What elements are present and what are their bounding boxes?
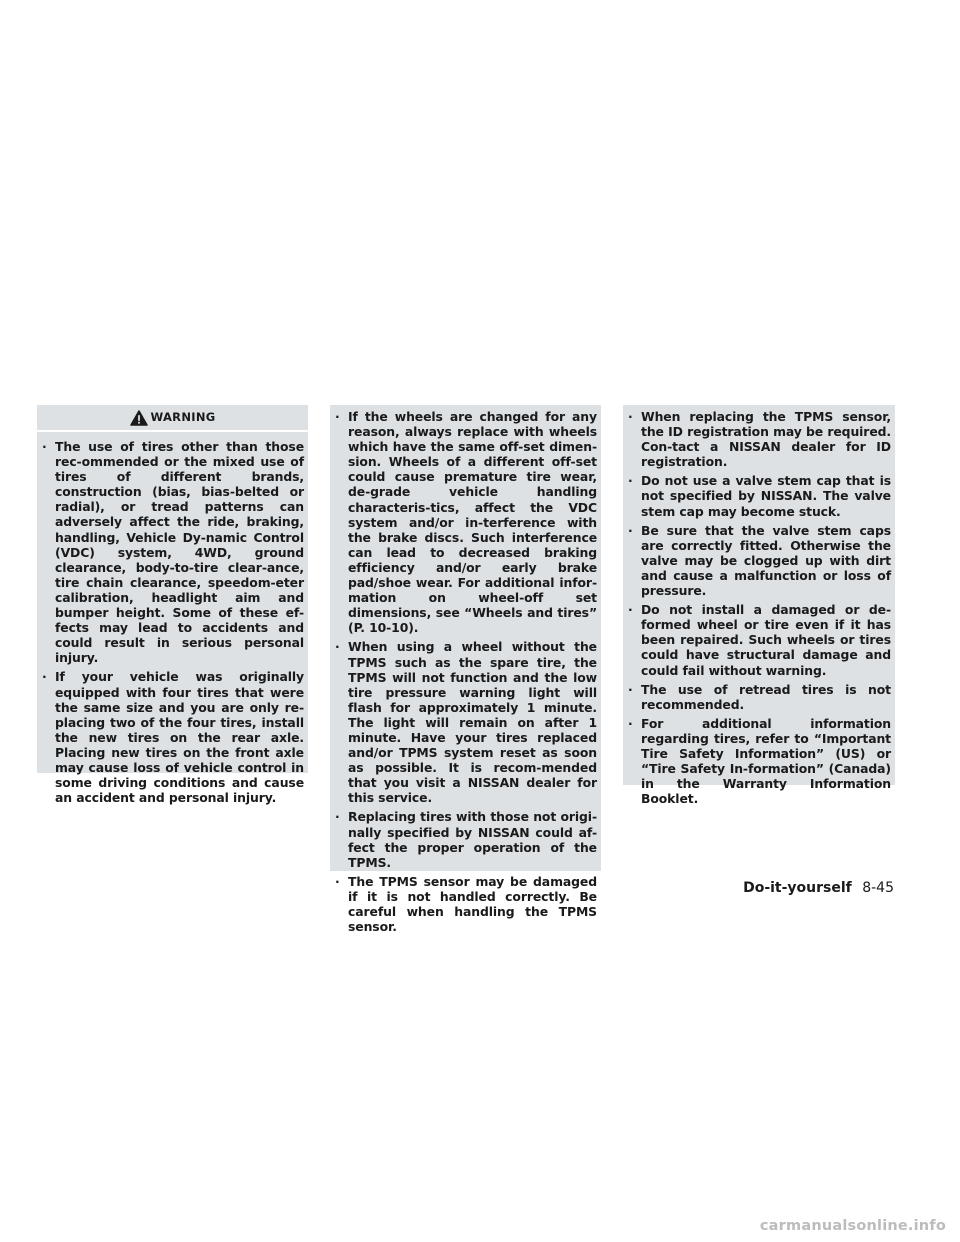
warning-box-column-3 bbox=[623, 405, 895, 807]
list-item: · Do not use a valve stem cap that is not specified by NISSAN. The valve stem cap may become stuck. bbox=[627, 473, 891, 518]
list-item: · Do not install a damaged or de-formed wheel or tire even if it has been repaired. Such wheels or tires could have structural damage and could fail without warning. bbox=[627, 602, 891, 677]
list-item: · The use of retread tires is not recommended. bbox=[627, 682, 891, 712]
list-item: · If the wheels are changed for any reason, always replace with wheels which have the same off-set dimen-sion. Wheels of a different off-set could cause premature tire wear, de-grade vehicle handling characteris-tics, affect the VDC system and/or in-terference with the brake discs. Such interference can lead to decreased braking efficiency and/or early brake pad/shoe wear. For additional infor-mation on wheel-off set dimensions, see “Wheels and tires” (P. 10-10). bbox=[334, 409, 597, 635]
list-item: · Replacing tires with those not origi-nally specified by NISSAN could af-fect the proper operation of the TPMS. bbox=[334, 809, 597, 869]
section-title: Do-it-yourself bbox=[743, 880, 852, 896]
list-item: · When using a wheel without the TPMS such as the spare tire, the TPMS will not function and the low tire pressure warning light will flash for approximately 1 minute. The light will remain on after 1 minute. Have your tires replaced and/or TPMS system reset as soon as possible. It is recom-mended that you visit a NISSAN dealer for this service. bbox=[334, 639, 597, 805]
list-item: · The TPMS sensor may be damaged if it is not handled correctly. Be careful when handling the TPMS sensor. bbox=[334, 874, 597, 934]
warning-title: WARNING bbox=[150, 409, 216, 424]
list-item: · If your vehicle was originally equipped with four tires that were the same size and you are only re-placing two of the four tires, install the new tires on the rear axle. Placing new tires on the front axle may cause loss of vehicle control in some driving conditions and cause an accident and personal injury. bbox=[41, 669, 304, 805]
list-item: · For additional information regarding tires, refer to “Important Tire Safety Information” (US) or “Tire Safety In-formation” (Canada) in the Warranty Information Booklet. bbox=[627, 716, 891, 807]
page-footer bbox=[743, 880, 894, 896]
warning-header bbox=[37, 405, 308, 432]
warning-list-column-2 bbox=[334, 409, 597, 934]
list-item: · When replacing the TPMS sensor, the ID registration may be required. Con-tact a NISSAN dealer for ID registration. bbox=[627, 409, 891, 469]
list-item: · The use of tires other than those rec-ommended or the mixed use of tires of different brands, construction (bias, bias-belted or radial), or tread patterns can adversely affect the ride, braking, handling, Vehicle Dy-namic Control (VDC) system, 4WD, ground clearance, body-to-tire clear-ance, tire chain clearance, speedom-eter calibration, headlight aim and bumper height. Some of these ef-fects may lead to accidents and could result in serious personal injury. bbox=[41, 439, 304, 665]
watermark: carmanualsonline.info bbox=[759, 1218, 946, 1234]
list-item: · Be sure that the valve stem caps are correctly fitted. Otherwise the valve may be clogged up with dirt and cause a malfunction or loss of pressure. bbox=[627, 523, 891, 598]
warning-box-column-1 bbox=[37, 405, 308, 806]
page-number: 8-45 bbox=[862, 880, 894, 896]
warning-list-column-1 bbox=[41, 439, 304, 805]
warning-list-column-3 bbox=[627, 409, 891, 806]
warning-box-column-2 bbox=[330, 405, 601, 935]
warning-triangle-icon bbox=[130, 410, 148, 426]
